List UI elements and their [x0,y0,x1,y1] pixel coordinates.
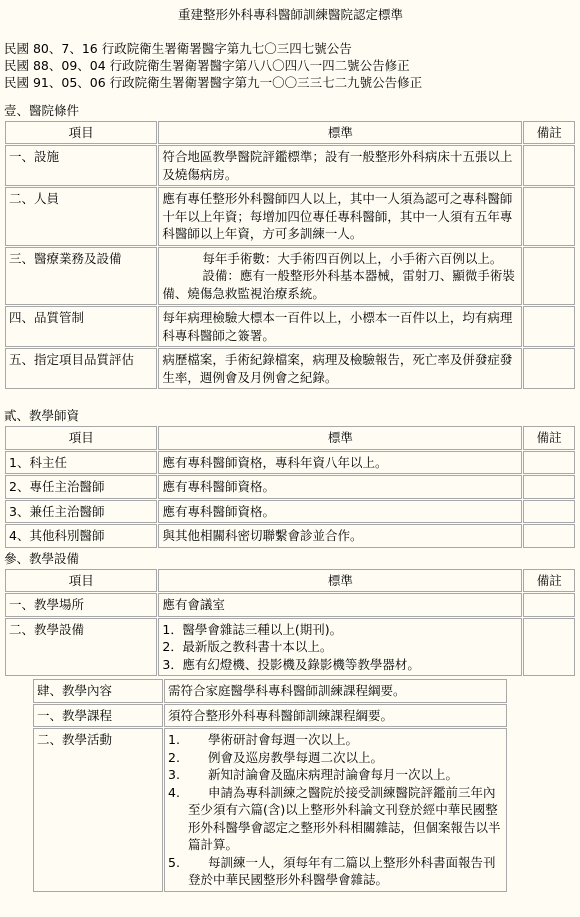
section-heading-hospital-conditions: 壹、醫院條件 [4,102,80,118]
row-item: 二、教學設備 [5,618,157,677]
row-item: 三、醫療業務及設備 [5,247,157,306]
table-header-row [5,426,575,450]
row-standard: 應有專科醫師資格。 [158,475,522,499]
section-heading-teaching-staff: 貳、教學師資 [4,408,80,423]
row-item: 3、兼任主治醫師 [5,500,157,524]
decree-line: 民國 88、09、04 行政院衛生署衛署醫字第八八〇四八一四二號公告修正 [4,57,410,73]
list-number: 4. [168,784,180,800]
row-remark [523,306,575,347]
teaching-activity-list [168,731,503,889]
list-item [162,638,518,656]
list-item [162,621,518,639]
row-item: 一、教學場所 [5,593,157,617]
list-text: 每訓練一人，須每年有二篇以上整形外科書面報告刊登於中華民國整形外科醫學會雜誌。 [188,854,496,887]
table-row [5,500,575,524]
row-item: 4、其他科別醫師 [5,524,157,548]
row-item: 一、設施 [5,145,157,186]
row-standard: 需符合家庭醫學科專科醫師訓練課程綱要。 [164,679,507,703]
section-heading-teaching-equipment: 參、教學設備 [4,550,80,566]
row-remark [523,187,575,246]
header-item: 項目 [5,426,157,450]
hospital-conditions-table [4,120,576,391]
row-remark [523,524,575,548]
row-standard: 病歷檔案，手術紀錄檔案，病理及檢驗報告，死亡率及併發症發生率，週例會及月例會之紀錄。 [158,348,522,389]
table-row [33,728,507,892]
list-item [168,854,503,889]
document-title: 重建整形外科專科醫師訓練醫院認定標準 [177,7,403,22]
row-standard: 須符合整形外科專科醫師訓練課程綱要。 [164,704,507,728]
header-standard: 標準 [158,569,522,593]
row-item: 二、人員 [5,187,157,246]
teaching-equipment-table [4,568,576,678]
list-item [168,731,503,749]
row-remark [523,618,575,677]
table-row [5,618,575,677]
decree-line: 民國 91、05、06 行政院衛生署衛署醫字第九一〇〇三三七二九號公告修正 [4,74,423,90]
row-standard [158,618,522,677]
table-row [33,704,507,728]
list-text: 學術研討會每週一次以上。 [208,732,359,747]
table-row [5,306,575,347]
list-item [168,784,503,854]
row-item: 五、指定項目品質評估 [5,348,157,389]
row-standard: 應有會議室 [158,593,522,617]
row-remark [523,145,575,186]
row-standard [164,728,507,892]
list-item [162,656,518,674]
row-item: 二、教學活動 [33,728,163,892]
row-standard: 應有專任整形外科醫師四人以上，其中一人須為認可之專科醫師十年以上年資；每增加四位專任專科醫師，其中一人須有五年專科醫師以上年資，方可多訓練一人。 [158,187,522,246]
table-header-row [5,569,575,593]
table-row [5,451,575,475]
list-text: 應有幻燈機、投影機及錄影機等教學器材。 [182,656,420,672]
row-standard: 符合地區教學醫院評鑑標準；設有一般整形外科病床十五張以上及燒傷病房。 [158,145,522,186]
row-item: 肆、教學內容 [33,679,163,703]
list-text: 最新版之教科書十本以上。 [182,639,333,654]
header-remark: 備註 [523,569,575,593]
list-text: 醫學會雜誌三種以上(期刊)。 [182,621,343,637]
table-row [5,145,575,186]
list-number: 2． [162,639,183,654]
row-remark [523,451,575,475]
table-row [5,593,575,617]
table-row [33,679,507,703]
row-standard: 應有專科醫師資格。 [158,500,522,524]
list-number: 1． [162,621,183,637]
decree-list [4,40,577,91]
row-standard [158,247,522,306]
header-remark: 備註 [523,426,575,450]
header-remark: 備註 [523,121,575,145]
list-text: 申請為專科訓練之醫院於接受訓練醫院評鑑前三年內至少須有六篇(含)以上整形外科論文刊登於經中華民國整形外科醫學會認定之整形外科相關雜誌，但個案報告以半篇計算。 [188,784,501,852]
teaching-staff-table [4,425,576,549]
row-standard: 與其他相關科密切聯繫會診並合作。 [158,524,522,548]
row-item: 2、專任主治醫師 [5,475,157,499]
standard-surgery-count: 每年手術數：大手術四百例以上，小手術六百例以上。 [202,250,503,266]
list-number: 3. [168,767,180,782]
table-header-row [5,121,575,145]
row-item: 1、科主任 [5,451,157,475]
list-item [168,766,503,784]
list-number: 2. [168,749,180,765]
table-row [5,475,575,499]
list-text: 新知討論會及臨床病理討論會每月一次以上。 [208,767,459,782]
header-item: 項目 [5,121,157,145]
header-item: 項目 [5,569,157,593]
row-standard: 每年病理檢驗大標本一百件以上，小標本一百件以上，均有病理科專科醫師之簽署。 [158,306,522,347]
row-remark [523,247,575,306]
row-standard: 應有專科醫師資格，專科年資八年以上。 [158,451,522,475]
table-row [5,524,575,548]
row-item: 一、教學課程 [33,704,163,728]
teaching-content-table [32,678,508,893]
table-row [5,247,575,306]
list-number: 3． [162,656,183,672]
standard-equipment [162,267,518,302]
standard-equipment-text: 設備：應有一般整形外科基本器械，雷射刀、顯微手術裝備、燒傷急救監視治療系統。 [162,268,515,301]
header-standard: 標準 [158,121,522,145]
row-remark [523,500,575,524]
row-item: 四、品質管制 [5,306,157,347]
list-number: 5. [168,854,180,870]
list-item [168,749,503,767]
header-standard: 標準 [158,426,522,450]
list-number: 1. [168,732,180,747]
list-text: 例會及巡房教學每週二次以上。 [208,749,384,765]
table-row [5,348,575,389]
decree-line: 民國 80、7、16 行政院衛生署衛署醫字第九七〇三四七號公告 [4,40,352,56]
row-remark [523,348,575,389]
row-remark [523,475,575,499]
table-row [5,187,575,246]
equipment-list [162,621,518,674]
row-remark [523,593,575,617]
